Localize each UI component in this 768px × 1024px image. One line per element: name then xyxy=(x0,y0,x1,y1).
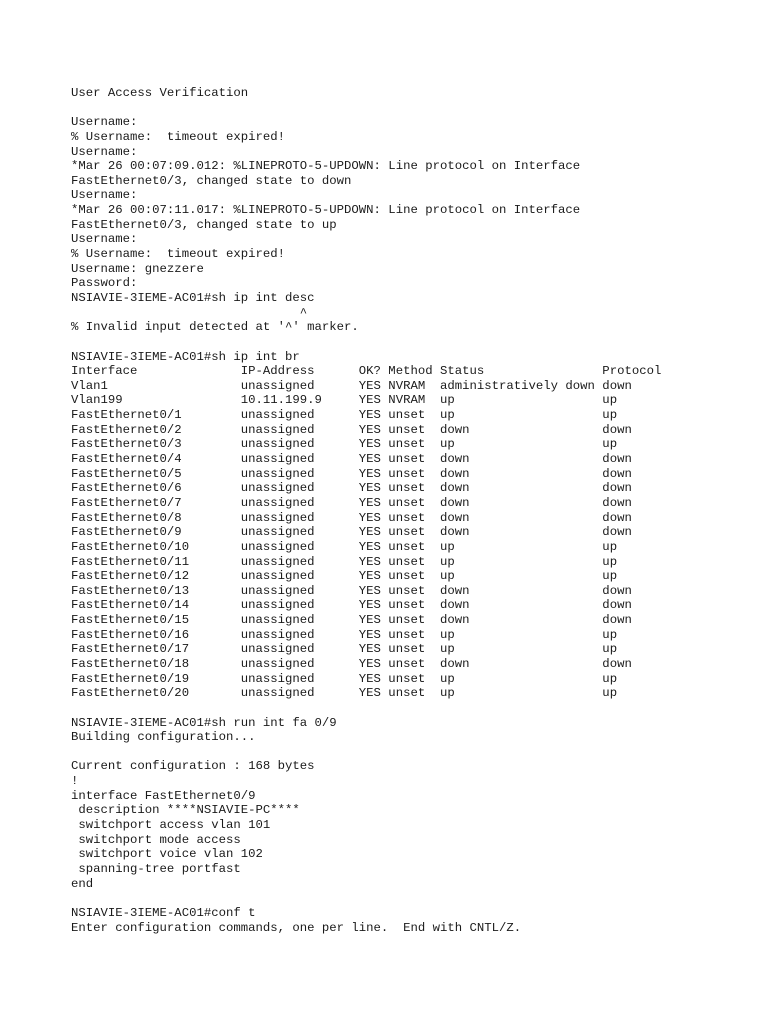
terminal-line: description ****NSIAVIE-PC**** xyxy=(71,803,300,818)
terminal-line: Building configuration... xyxy=(71,730,256,745)
table-row: FastEthernet0/17 unassigned YES unset up up xyxy=(71,642,618,657)
terminal-line: FastEthernet0/3, changed state to up xyxy=(71,217,337,232)
terminal-line: Username: xyxy=(71,144,138,159)
table-row: FastEthernet0/10 unassigned YES unset up up xyxy=(71,539,618,554)
terminal-line: Password: xyxy=(71,276,138,291)
terminal-line: NSIAVIE-3IEME-AC01#conf t xyxy=(71,905,256,920)
terminal-line: Username: xyxy=(71,188,138,203)
terminal-line: Username: xyxy=(71,115,138,130)
table-row: Vlan1 unassigned YES NVRAM administratively down down xyxy=(71,378,632,393)
table-row: FastEthernet0/4 unassigned YES unset down down xyxy=(71,452,632,467)
terminal-line: *Mar 26 00:07:11.017: %LINEPROTO-5-UPDOWN: Line protocol on Interface xyxy=(71,203,581,218)
terminal-line xyxy=(71,335,751,350)
terminal-line: interface FastEthernet0/9 xyxy=(71,788,256,803)
terminal-line xyxy=(71,891,751,906)
table-row: FastEthernet0/8 unassigned YES unset down down xyxy=(71,510,632,525)
table-row: FastEthernet0/7 unassigned YES unset down down xyxy=(71,495,632,510)
table-row: FastEthernet0/19 unassigned YES unset up up xyxy=(71,671,618,686)
table-row: FastEthernet0/1 unassigned YES unset up up xyxy=(71,408,618,423)
table-row: FastEthernet0/11 unassigned YES unset up up xyxy=(71,554,618,569)
terminal-line: switchport access vlan 101 xyxy=(71,818,271,833)
terminal-output xyxy=(71,86,751,950)
table-row: FastEthernet0/3 unassigned YES unset up up xyxy=(71,437,618,452)
terminal-line: % Username: timeout expired! xyxy=(71,247,286,262)
terminal-line: switchport mode access xyxy=(71,832,241,847)
terminal-line: NSIAVIE-3IEME-AC01#sh ip int desc xyxy=(71,290,315,305)
terminal-line: ! xyxy=(71,774,79,789)
table-row: FastEthernet0/12 unassigned YES unset up up xyxy=(71,569,618,584)
table-row: FastEthernet0/6 unassigned YES unset down down xyxy=(71,481,632,496)
table-row: FastEthernet0/2 unassigned YES unset down down xyxy=(71,422,632,437)
table-row: FastEthernet0/15 unassigned YES unset down down xyxy=(71,613,632,628)
terminal-line: ^ xyxy=(71,305,308,320)
table-row: FastEthernet0/9 unassigned YES unset down down xyxy=(71,525,632,540)
table-row: FastEthernet0/5 unassigned YES unset down down xyxy=(71,466,632,481)
table-row: FastEthernet0/14 unassigned YES unset down down xyxy=(71,598,632,613)
terminal-line: % Invalid input detected at '^' marker. xyxy=(71,320,359,335)
terminal-line: FastEthernet0/3, changed state to down xyxy=(71,173,352,188)
terminal-line: spanning-tree portfast xyxy=(71,861,241,876)
terminal-line xyxy=(71,745,751,760)
terminal-line: *Mar 26 00:07:09.012: %LINEPROTO-5-UPDOWN: Line protocol on Interface xyxy=(71,159,581,174)
terminal-line: switchport voice vlan 102 xyxy=(71,847,263,862)
table-row: FastEthernet0/18 unassigned YES unset down down xyxy=(71,656,632,671)
terminal-line: Username: xyxy=(71,232,138,247)
terminal-line: Enter configuration commands, one per line. End with CNTL/Z. xyxy=(71,920,522,935)
terminal-line: User Access Verification xyxy=(71,86,249,100)
terminal-line xyxy=(71,101,751,116)
terminal-line: end xyxy=(71,876,94,891)
terminal-line: NSIAVIE-3IEME-AC01#sh run int fa 0/9 xyxy=(71,715,337,730)
table-row: Vlan199 10.11.199.9 YES NVRAM up up xyxy=(71,393,618,408)
table-row: FastEthernet0/13 unassigned YES unset down down xyxy=(71,583,632,598)
terminal-line: % Username: timeout expired! xyxy=(71,129,286,144)
terminal-line: NSIAVIE-3IEME-AC01#sh ip int br xyxy=(71,349,300,364)
table-row: FastEthernet0/20 unassigned YES unset up up xyxy=(71,686,618,701)
table-row: FastEthernet0/16 unassigned YES unset up up xyxy=(71,627,618,642)
terminal-line xyxy=(71,701,751,716)
table-row: Interface IP-Address OK? Method Status Protocol xyxy=(71,364,662,379)
terminal-line: Username: gnezzere xyxy=(71,261,204,276)
terminal-line: Current configuration : 168 bytes xyxy=(71,759,315,774)
